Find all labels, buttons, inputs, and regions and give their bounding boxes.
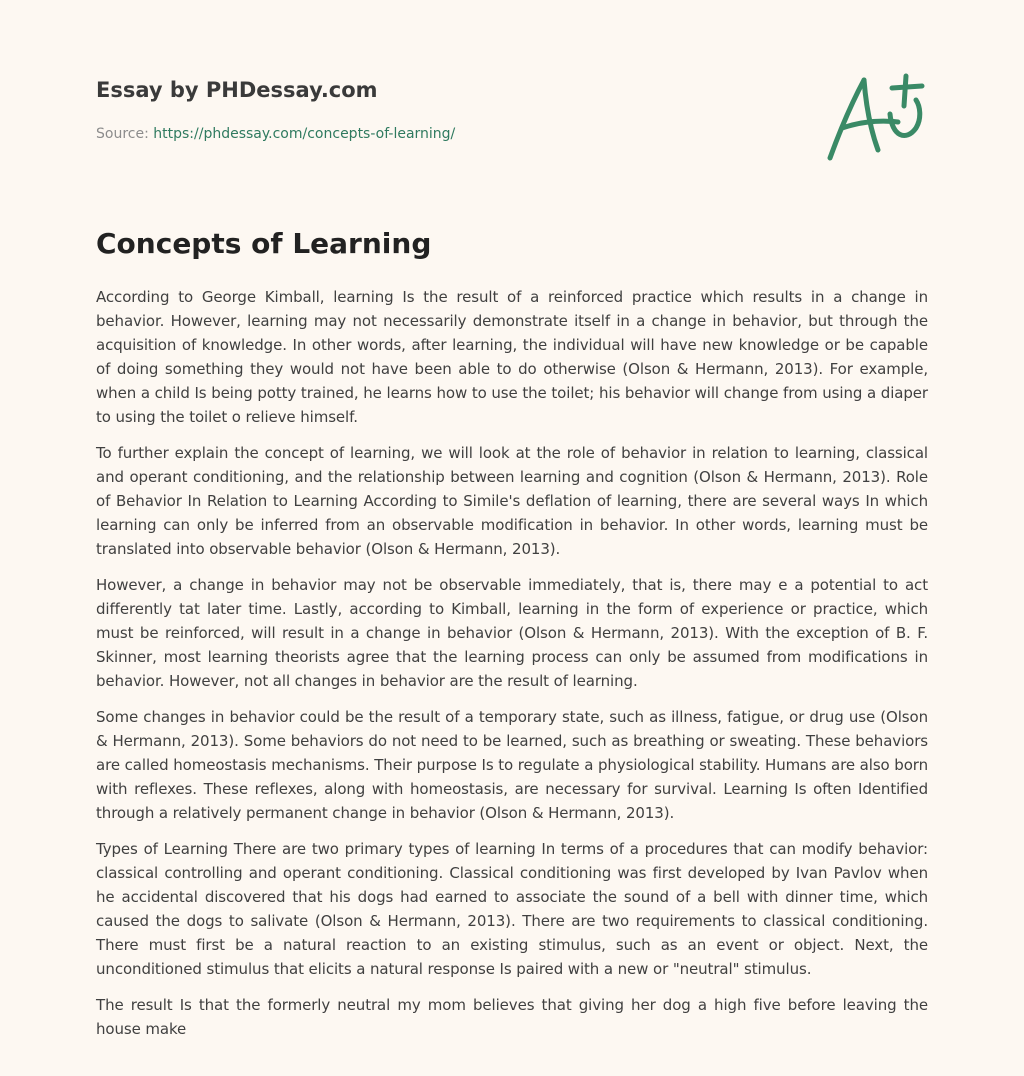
paragraph: Some changes in behavior could be the result of a temporary state, such as illness, fatigue, or drug use (Olson & Hermann, 2013). Some behaviors do not need to be learned, such as breathing or sweating. These behaviors are called homeostasis mechanisms. Their purpose Is to regulate a physiological stability. Humans are also born with reflexes. These reflexes, along with homeostasis, are necessary for survival. Learning Is often Identified through a relatively permanent change in behavior (Olson & Hermann, 2013). [96, 708, 928, 822]
source-link[interactable]: https://phdessay.com/concepts-of-learning/ [153, 126, 456, 142]
paragraph: To further explain the concept of learning, we will look at the role of behavior in relation to learning, classical and operant conditioning, and the relationship between learning and cognition (Olson & Hermann, 2013). Role of Behavior In Relation to Learning According to Simile's deflation of learning, there are several ways In which learning can only be inferred from an observable modification in behavior. In other words, learning must be translated into observable behavior (Olson & Hermann, 2013). [96, 444, 928, 558]
essay-body [96, 285, 928, 1053]
source-line [96, 124, 455, 144]
source-label: Source: [96, 126, 154, 142]
a-plus-logo-icon [820, 66, 930, 166]
essay-header [96, 76, 455, 144]
paragraph: However, a change in behavior may not be observable immediately, that is, there may e a potential to act differently tat later time. Lastly, according to Kimball, learning in the form of experience or practice, which must be reinforced, will result in a change in behavior (Olson & Hermann, 2013). With the exception of B. F. Skinner, most learning theorists agree that the learning process can only be assumed from modifications in behavior. However, not all changes in behavior are the result of learning. [96, 576, 928, 690]
page-title: Concepts of Learning [96, 227, 432, 260]
paragraph: According to George Kimball, learning Is the result of a reinforced practice which results in a change in behavior. However, learning may not necessarily demonstrate itself in a change in behavior, but through the acquisition of knowledge. In other words, after learning, the individual will have new knowledge or be capable of doing something they would not have been able to do otherwise (Olson & Hermann, 2013). For example, when a child Is being potty trained, he learns how to use the toilet; his behavior will change from using a diaper to using the toilet o relieve himself. [96, 288, 928, 426]
paragraph: The result Is that the formerly neutral my mom believes that giving her dog a high five before leaving the house make [96, 996, 928, 1038]
brand-title: Essay by PHDessay.com [96, 78, 378, 102]
paragraph: Types of Learning There are two primary types of learning In terms of a procedures that can modify behavior: classical controlling and operant conditioning. Classical conditioning was first developed by Ivan Pavlov when he accidental discovered that his dogs had earned to associate the sound of a bell with dinner time, which caused the dogs to salivate (Olson & Hermann, 2013). There are two requirements to classical conditioning. There must first be a natural reaction to an existing stimulus, such as an event or object. Next, the unconditioned stimulus that elicits a natural response Is paired with a new or "neutral" stimulus. [96, 840, 928, 978]
